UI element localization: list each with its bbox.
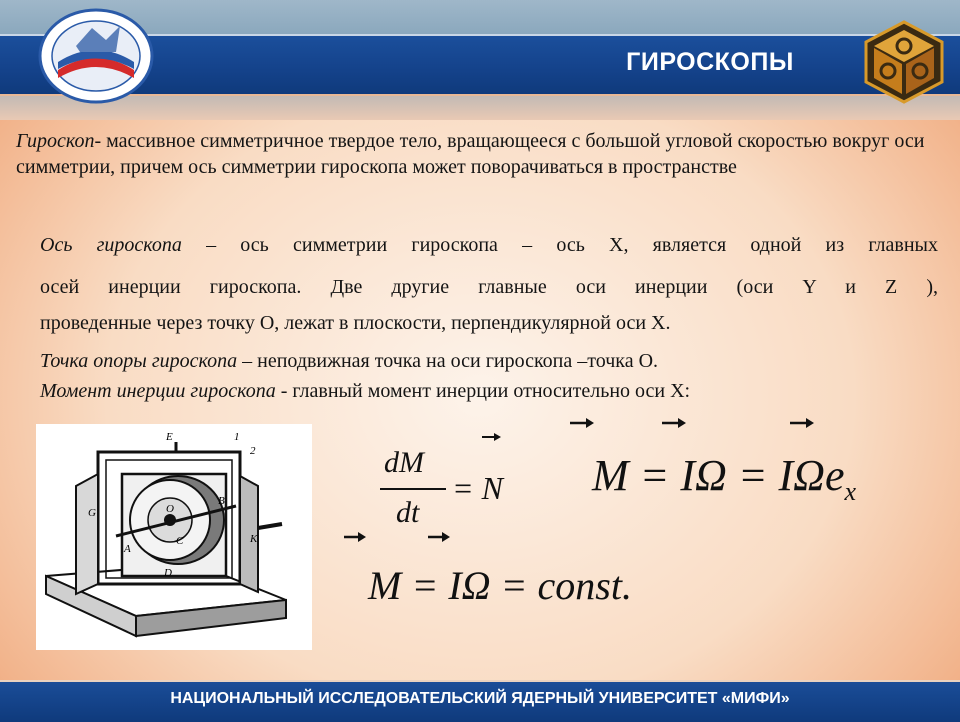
vector-arrow-icon — [788, 416, 816, 430]
inertia-term: Момент инерции гироскопа - — [40, 380, 288, 402]
axis-line3: проведенные через точку O, лежат в плоскости, перпендикулярной оси X. — [40, 312, 671, 334]
vector-arrow-icon — [568, 416, 596, 430]
fig-label-1: 1 — [234, 431, 240, 443]
vector-arrow-icon — [342, 530, 368, 544]
fig-label-a: A — [124, 543, 131, 555]
fig-label-k: K — [250, 533, 258, 545]
inertia-moment-line — [40, 378, 940, 404]
axis-line2: осей инерции гироскопа. Две другие главные оси инерции (оси Y и Z ), — [40, 276, 938, 298]
fig-label-e: E — [166, 431, 173, 443]
footer-text: НАЦИОНАЛЬНЫЙ ИССЛЕДОВАТЕЛЬСКИЙ ЯДЕРНЫЙ УНИВЕРСИТЕТ «МИФИ» — [170, 690, 790, 707]
formula1-rhs: = N — [452, 470, 503, 506]
support-point-term: Точка опоры гироскопа — [40, 350, 238, 372]
mephi-cube-logo — [860, 18, 948, 104]
fraction-bar — [380, 488, 446, 490]
formula3: M = IΩ = const. — [368, 563, 632, 608]
support-point-text: – неподвижная точка на оси гироскопа –точка O. — [237, 350, 659, 372]
fig-label-b: B — [218, 495, 225, 507]
fig-label-g: G — [88, 507, 96, 519]
fig-label-c: C — [176, 535, 184, 547]
vector-arrow-icon — [660, 416, 688, 430]
page-title: ГИРОСКОПЫ — [626, 48, 794, 76]
formula2-subscript: x — [844, 476, 857, 506]
formula1-denominator: dt — [396, 496, 420, 529]
inertia-text: главный момент инерции относительно оси X: — [287, 380, 691, 402]
vector-arrow-icon — [426, 530, 452, 544]
formula2-main: M = IΩ = IΩe — [592, 451, 845, 500]
axis-term: Ось гироскопа — [40, 234, 182, 256]
gyroscope-drawing — [36, 424, 312, 650]
formula2 — [592, 450, 856, 507]
fig-label-2: 2 — [250, 445, 256, 457]
definition-term: Гироскоп- — [16, 130, 102, 152]
fig-label-d: D — [164, 567, 172, 579]
vector-arrow-icon — [478, 430, 504, 444]
gyroscope-axis-paragraph — [40, 224, 938, 336]
university-emblem-logo — [36, 6, 156, 110]
support-point-line — [40, 348, 940, 374]
gyroscope-definition — [16, 128, 946, 180]
definition-text: массивное симметричное твердое тело, вращающееся с большой угловой скоростью вокруг оси симметрии, причем ось симметрии гироскопа может поворачиваться в пространстве — [16, 130, 925, 178]
axis-line1: – ось симметрии гироскопа – ось X, является одной из главных — [181, 234, 938, 256]
formula1-numerator: dM — [384, 446, 424, 479]
fig-label-o: O — [166, 503, 174, 515]
gyroscope-figure — [36, 424, 312, 650]
